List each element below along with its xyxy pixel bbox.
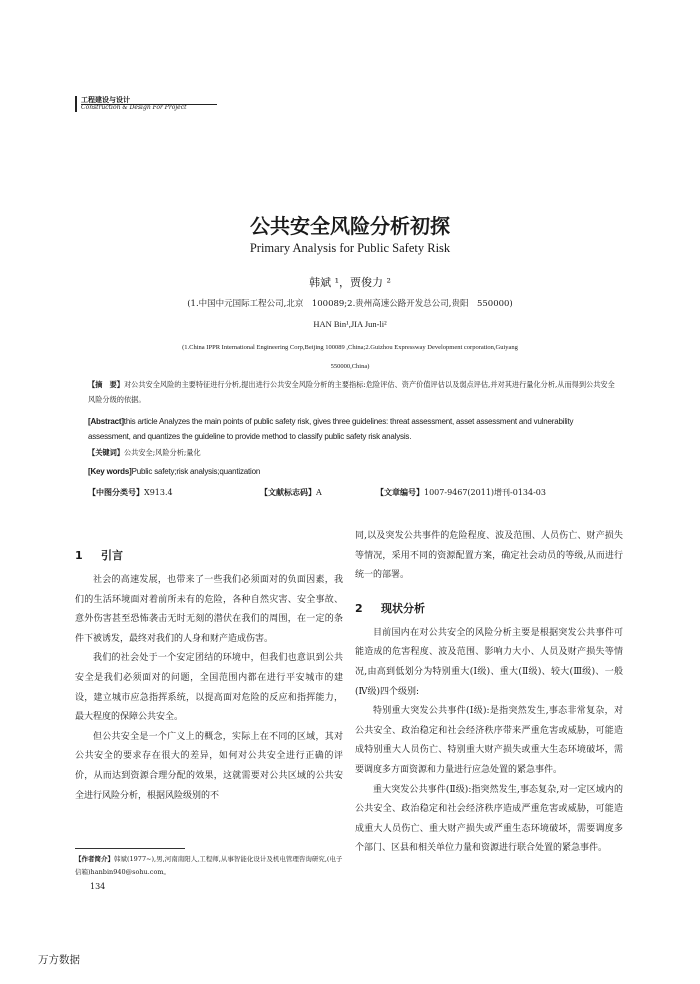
author-footnote [75,853,345,879]
section-2-para-3: 重大突发公共事件(Ⅱ级):指突然发生,事态复杂,对一定区域内的公共安全、政治稳定和社会经济秩序造成严重危害或威胁，可能造成重大人员伤亡、重大财产损失或严重生态环境破坏，需要调度多个部门、区县和相关单位力量和资源进行联合处置的紧急事件。 [355,784,623,854]
journal-name-en: Construction & Design For Project [81,104,217,112]
article-number: 【文章编号】1007-9467(2011)增刊-0134-03 [376,487,546,497]
footnote-label: 【作者简介】 [75,855,114,863]
journal-name-cn: 工程建设与设计 [81,95,130,104]
paper-title-en: Primary Analysis for Public Safety Risk [249,241,451,255]
abstract-cn-text: 对公共安全风险的主要特征进行分析,提出进行公共安全风险分析的主要指标:危险评估、资产价值评估以及弱点评估,并对其进行量化分析,从而得到公共安全风险分级的依据。 [88,380,615,404]
affiliations-en-line2: 550000,China) [330,363,370,370]
section-1-para-2: 我们的社会处于一个安定团结的环境中，但我们也意识到公共安全是我们必须面对的问题，全国范围内都在进行平安城市的建设，建立城市应急指挥系统，以提高面对危险的反应和指挥能力，最大程度的保障公共安全。 [75,653,343,723]
section-2-para-1: 目前国内在对公共安全的风险分析主要是根据突发公共事件可能造成的危害程度、波及范围、影响力大小、人员及财产损失等情况,由高到低划分为特别重大(Ⅰ级)、重大(Ⅱ级)、较大(Ⅲ级)、一般(Ⅳ级)四个级别: [355,627,623,697]
abstract-cn-label: 【摘 要】 [88,380,124,389]
footnote-text: 韩斌(1977~),男,河南南阳人,工程师,从事智能化设计及机电管理咨询研究,(电子信箱)hanbin940@sohu.com。 [75,855,343,876]
section-1-para-1: 社会的高速发展，也带来了一些我们必须面对的负面因素，我们的生活环境面对着前所未有的危险，各种自然灾害、安全事故、意外伤害甚至恐怖袭击无时无刻的潜伏在我们的周围，在一定的条件下被诱发，最终对我们的人身和财产造成伤害。 [75,575,343,644]
abstract-en [88,414,618,444]
section-2-heading: 2 现状分析 [355,601,425,615]
authors-en: HAN Bin¹,JIA Jun-li² [313,319,387,329]
keywords-en-text: Public safety;risk analysis;quantization [131,467,261,476]
affiliations-en [95,338,605,376]
keywords-en-label: [Key words] [88,467,132,476]
section-1-para-3: 但公共安全是一个广义上的概念，实际上在不同的区域，其对公共安全的要求存在很大的差异，如何对公共安全进行正确的评价，从而达到资源合理分配的效果，这就需要对公共区域的公共安全进行风险分析，根据风险级别的不 [75,731,343,801]
section-1-heading: 1 引言 [75,549,123,562]
paper-title-cn: 公共安全风险分析初探 [250,214,450,238]
keywords-en [88,464,618,479]
keywords-cn-label: 【关键词】 [88,448,124,457]
section-2-para-2: 特别重大突发公共事件(Ⅰ级):是指突然发生,事态非常复杂，对公共安全、政治稳定和社会经济秩序带来严重危害或威胁，可能造成特别重大人员伤亡、特别重大财产损失或重大生态环境破坏，需要调度多方面资源和力量进行应急处置的紧急事件。 [355,706,623,775]
clc-number: 【中图分类号】X913.4 [88,487,173,497]
authors-cn: 韩斌 ¹，贾俊力 ² [309,276,391,289]
abstract-en-text: this article Analyzes the main points of public safety risk, gives three guidelines: threat assessment, asset assessment and vulnerability assessment, and quantizes the guideline to provide method to classify public safety risk analysis. [88,417,574,441]
abstract-en-label: [Abstract] [88,417,124,426]
right-column [355,527,623,859]
watermark: 万方数据 [38,954,80,966]
left-column [75,541,343,806]
affiliations-cn: (1.中国中元国际工程公司,北京 100089;2.贵州高速公路开发总公司,贵阳 550000) [187,299,513,309]
document-code: 【文献标志码】A [260,487,322,497]
keywords-cn [88,445,618,460]
section-1-continued: 同,以及突发公共事件的危险程度、波及范围、人员伤亡、财产损失等情况，采用不同的资源配置方案，确定社会动员的等级,从而进行统一的部署。 [355,531,623,581]
abstract-cn [88,377,618,407]
keywords-cn-text: 公共安全;风险分析;量化 [123,448,201,457]
footnote-divider [75,848,185,849]
affiliations-en-line1: (1.China IPPR International Engineering Corp,Beijing 100089 ,China;2.Guizhou Expressway Development corporation,Guiyang [182,344,518,351]
page-number: 134 [90,882,106,891]
journal-header [75,96,217,112]
